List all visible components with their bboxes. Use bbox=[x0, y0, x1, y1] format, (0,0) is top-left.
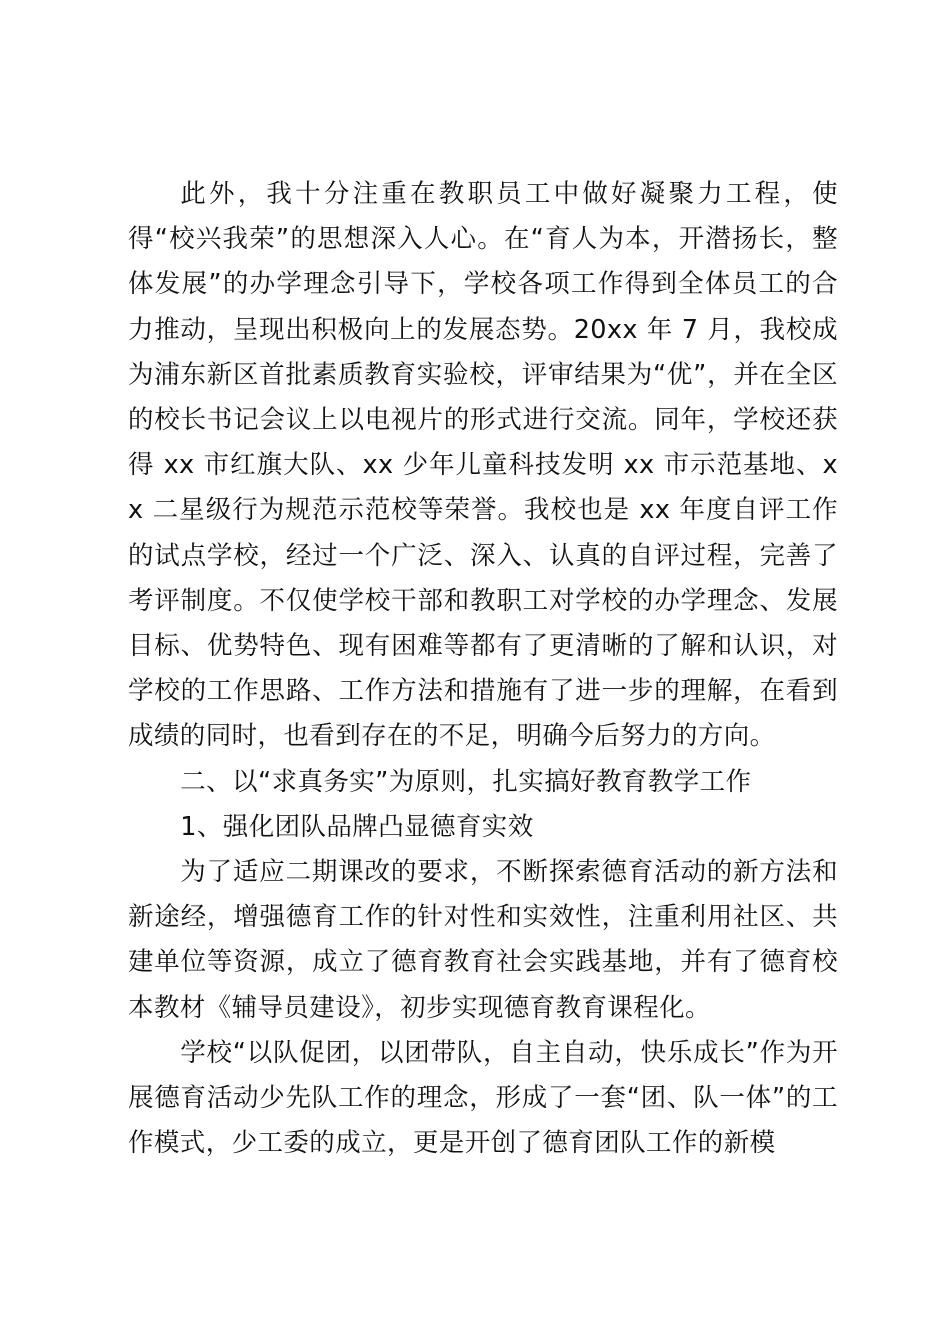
paragraph-team-work-model: 学校“以队促团，以团带队，自主自动，快乐成长”作为开展德育活动少先队工作的理念，形成了一套“团、队一体”的工作模式，少工委的成立，更是开创了德育团队工作的新模 bbox=[128, 1037, 838, 1159]
document-body bbox=[128, 172, 838, 1166]
paragraph-cohesion-project: 此外，我十分注重在教职员工中做好凝聚力工程，使得“校兴我荣”的思想深入人心。在“育人为本，开潜扬长，整体发展”的办学理念引导下，学校各项工作得到全体员工的合力推动，呈现出积极向上的发展态势。20xx 年 7 月，我校成为浦东新区首批素质教育实验校，评审结果为“优”，并在全区的校长书记会议上以电视片的形式进行交流。同年，学校还获得 xx 市红旗大队、xx 少年儿童科技发明 xx 市示范基地、xx 二星级行为规范示范校等荣誉。我校也是 xx 年度自评工作的试点学校，经过一个广泛、深入、认真的自评过程，完善了考评制度。不仅使学校干部和教职工对学校的办学理念、发展目标、优势特色、现有困难等都有了更清晰的了解和认识，对学校的工作思路、工作方法和措施有了进一步的理解，在看到成绩的同时，也看到存在的不足，明确今后努力的方向。 bbox=[128, 179, 838, 752]
section-heading-education-work: 二、以“求真务实”为原则，扎实搞好教育教学工作 bbox=[180, 766, 752, 797]
paragraph-curriculum-reform: 为了适应二期课改的要求，不断探索德育活动的新方法和新途经，增强德育工作的针对性和实效性，注重利用社区、共建单位等资源，成立了德育教育社会实践基地，并有了德育校本教材《辅导员建设》，初步实现德育教育课程化。 bbox=[128, 857, 838, 1023]
subsection-heading-moral-education: 1、强化团队品牌凸显德育实效 bbox=[180, 811, 534, 842]
